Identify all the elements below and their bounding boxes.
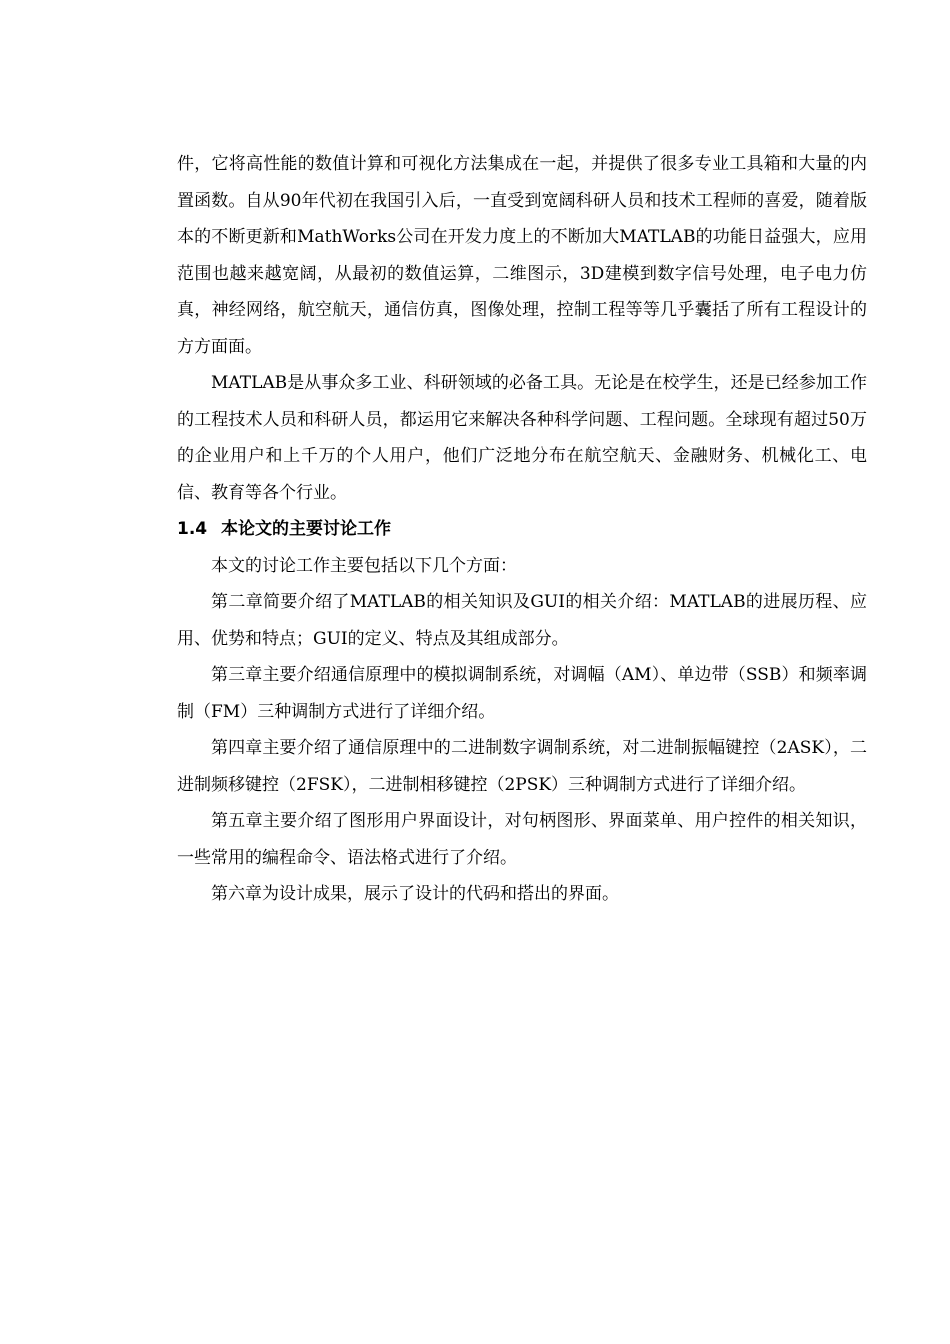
section-title: 本论文的主要讨论工作 (221, 519, 391, 539)
document-body (177, 146, 867, 913)
section-number: 1.4 (177, 519, 208, 539)
paragraph-overview: 本文的讨论工作主要包括以下几个方面： (211, 555, 517, 576)
paragraph-chapter-4: 第四章主要介绍了通信原理中的二进制数字调制系统，对二进制振幅键控（2ASK），二进制频移键控（2FSK），二进制相移键控（2PSK）三种调制方式进行了详细介绍。 (177, 738, 867, 795)
paragraph-chapter-3: 第三章主要介绍通信原理中的模拟调制系统，对调幅（AM）、单边带（SSB）和频率调制（FM）三种调制方式进行了详细介绍。 (177, 665, 867, 722)
paragraph-chapter-6: 第六章为设计成果，展示了设计的代码和搭出的界面。 (211, 884, 619, 904)
paragraph-chapter-2: 第二章简要介绍了MATLAB的相关知识及GUI的相关介绍：MATLAB的进展历程、应用、优势和特点；GUI的定义、特点及其组成部分。 (177, 592, 867, 649)
paragraph-chapter-5: 第五章主要介绍了图形用户界面设计，对句柄图形、界面菜单、用户控件的相关知识，一些常用的编程命令、语法格式进行了介绍。 (177, 811, 867, 868)
paragraph-matlab-usage: MATLAB是从事众多工业、科研领域的必备工具。无论是在校学生，还是已经参加工作的工程技术人员和科研人员，都运用它来解决各种科学问题、工程问题。全球现有超过50万的企业用户和上千万的个人用户，他们广泛地分布在航空航天、金融财务、机械化工、电信、教育等各个行业。 (177, 373, 867, 503)
paragraph-matlab-intro-continued: 件，它将高性能的数值计算和可视化方法集成在一起，并提供了很多专业工具箱和大量的内置函数。自从90年代初在我国引入后，一直受到宽阔科研人员和技术工程师的喜爱，随着版本的不断更新和MathWorks公司在开发力度上的不断加大MATLAB的功能日益强大，应用范围也越来越宽阔，从最初的数值运算，二维图示，3D建模到数字信号处理，电子电力仿真，神经网络，航空航天，通信仿真，图像处理，控制工程等等几乎囊括了所有工程设计的方方面面。 (177, 154, 867, 357)
section-heading (177, 511, 867, 548)
